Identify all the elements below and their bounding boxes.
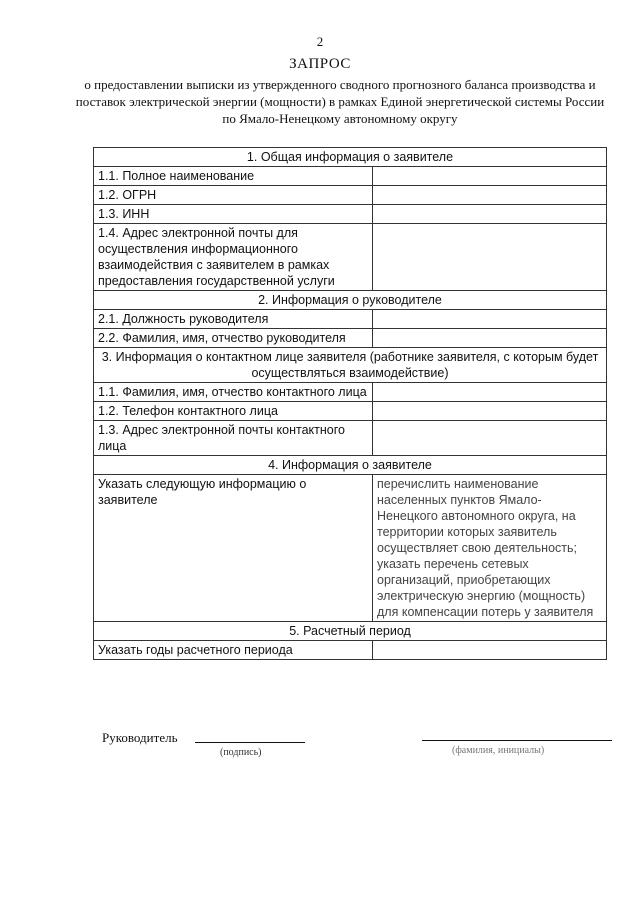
- section-header-row: [94, 148, 607, 167]
- form-row: [94, 383, 607, 402]
- form-row: [94, 402, 607, 421]
- field-label-inn: 1.3. ИНН: [94, 205, 373, 224]
- name-initials-hint: (фамилия, инициалы): [452, 745, 545, 756]
- form-row: [94, 310, 607, 329]
- form-row: [94, 186, 607, 205]
- field-label-contact-name: 1.1. Фамилия, имя, отчество контактного лица: [94, 383, 373, 402]
- form-row: [94, 205, 607, 224]
- form-row: [94, 421, 607, 456]
- form-row: [94, 224, 607, 291]
- field-label-ogrn: 1.2. ОГРН: [94, 186, 373, 205]
- field-label-head-name: 2.2. Фамилия, имя, отчество руководителя: [94, 329, 373, 348]
- field-value-head-name[interactable]: [373, 329, 607, 348]
- document-title: ЗАПРОС: [289, 56, 351, 72]
- signature-line[interactable]: [195, 742, 305, 743]
- section-4-heading: 4. Информация о заявителе: [94, 456, 607, 475]
- field-value-period-years[interactable]: [373, 641, 607, 660]
- form-row: [94, 475, 607, 622]
- section-header-row: [94, 622, 607, 641]
- field-value-applicant-info[interactable]: перечислить наименование населенных пунктов Ямало-Ненецкого автономного округа, на территории которых заявитель осуществляет свою деятельность; указать перечень сетевых организаций, приобретающих электрическую энергию (мощность) для компенсации потерь у заявителя: [373, 475, 607, 622]
- section-header-row: [94, 456, 607, 475]
- signature-label: Руководитель: [102, 730, 178, 745]
- section-1-heading: 1. Общая информация о заявителе: [94, 148, 607, 167]
- field-label-email: 1.4. Адрес электронной почты для осуществления информационного взаимодействия с заявителем в рамках предоставления государственной услуги: [94, 224, 373, 291]
- section-header-row: [94, 348, 607, 383]
- field-value-email[interactable]: [373, 224, 607, 291]
- section-2-heading: 2. Информация о руководителе: [94, 291, 607, 310]
- form-row: [94, 167, 607, 186]
- section-5-heading: 5. Расчетный период: [94, 622, 607, 641]
- field-value-inn[interactable]: [373, 205, 607, 224]
- field-label-contact-phone: 1.2. Телефон контактного лица: [94, 402, 373, 421]
- section-3-heading: 3. Информация о контактном лице заявителя (работнике заявителя, с которым будет осуществляться взаимодействие): [94, 348, 607, 383]
- signature-block: [102, 730, 612, 760]
- document-subtitle: о предоставлении выписки из утвержденного сводного прогнозного баланса производства и поставок электрической энергии (мощности) в рамках Единой энергетической системы России по Ямало-Ненецкому автономному округу: [75, 77, 605, 126]
- signature-hint: (подпись): [220, 747, 262, 758]
- field-value-contact-email[interactable]: [373, 421, 607, 456]
- field-value-full-name[interactable]: [373, 167, 607, 186]
- field-value-contact-name[interactable]: [373, 383, 607, 402]
- page-number: 2: [316, 34, 324, 49]
- name-initials-line[interactable]: [422, 740, 612, 741]
- form-row: [94, 641, 607, 660]
- field-label-full-name: 1.1. Полное наименование: [94, 167, 373, 186]
- field-label-contact-email: 1.3. Адрес электронной почты контактного лица: [94, 421, 373, 456]
- field-label-period-years: Указать годы расчетного периода: [94, 641, 373, 660]
- section-header-row: [94, 291, 607, 310]
- field-label-applicant-info: Указать следующую информацию о заявителе: [94, 475, 373, 622]
- field-value-head-position[interactable]: [373, 310, 607, 329]
- field-value-contact-phone[interactable]: [373, 402, 607, 421]
- form-row: [94, 329, 607, 348]
- field-label-head-position: 2.1. Должность руководителя: [94, 310, 373, 329]
- request-form-table: [93, 147, 607, 660]
- field-value-ogrn[interactable]: [373, 186, 607, 205]
